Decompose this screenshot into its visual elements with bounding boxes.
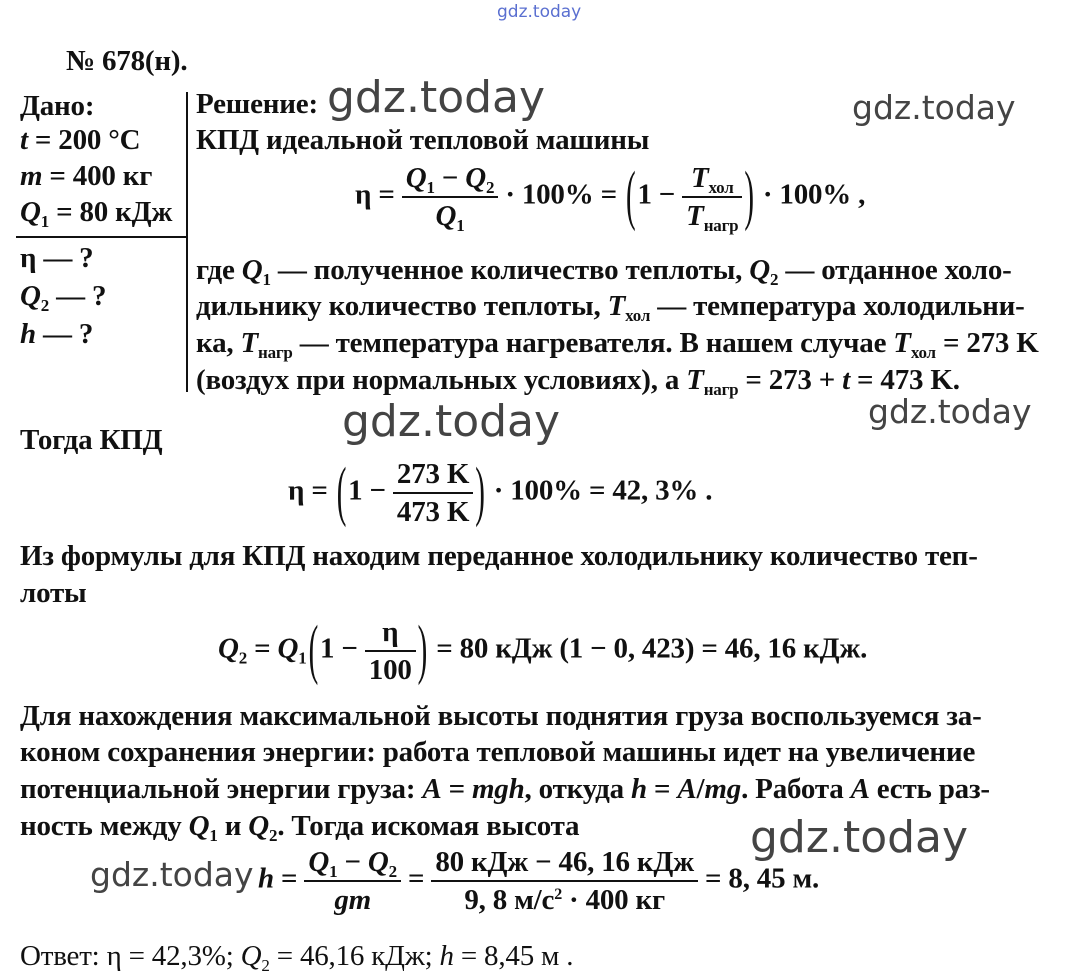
text-line: потенциальной энергии груза: A = mgh, откуда h = A/mg. Работа A есть раз- [20,773,990,805]
text-line: коном сохранения энергии: работа тепловой машины идет на увеличение [20,736,976,768]
solution-title: Решение: [196,88,318,120]
watermark: gdz.today [327,72,546,123]
find-item: h — ? [20,318,94,350]
text-line: где $Q_1$ — полученное количество теплоты, $Q_2$ — отданное холо- [196,254,1012,289]
formula-eta: η = $\frac{Q_1 - Q_2}{Q_1}$ · 100% = (1 − $\frac{T_{хол}}{T_{нагр}}$ ) · 100% , [355,159,866,235]
text-line: Из формулы для КПД находим переданное холодильнику количество теп- [20,540,978,572]
text-line: (воздух при нормальных условиях), а $T_{нагр} = 273 + t = 473$ K. [196,364,960,399]
find-item: η — ? [20,242,94,274]
given-item: $Q_1 = 80$ кДж [20,196,173,231]
formula-q2: $Q_2 = Q_1(1$ − $\frac{\eta}{100}$ ) = 80 кДж (1 − 0, 423) = 46, 16 кДж. [218,613,868,687]
given-divider [16,236,188,238]
problem-number: № 678(н). [66,45,188,77]
watermark: gdz.today [750,812,969,863]
answer: Ответ: η = 42,3%; $Q_2 = 46,16$ кДж; h = 8,45 м . [20,940,574,975]
text-line: Тогда КПД [20,424,163,456]
find-item: $Q_2$ — ? [20,280,107,315]
watermark-top: gdz.today [497,2,582,22]
text-line: КПД идеальной тепловой машины [196,124,650,156]
formula-eta-numeric: η = (1 − $\frac{273 K}{473 K}$ ) · 100% = 42, 3% . [288,455,713,529]
given-item: t = 200 °C [20,124,141,156]
watermark: gdz.today [868,392,1032,431]
watermark: gdz.today [342,396,561,447]
text-line: Для нахождения максимальной высоты поднятия груза воспользуемся за- [20,700,982,732]
text-line: лоты [20,577,87,609]
watermark: gdz.today [852,88,1016,127]
given-title: Дано: [20,90,95,122]
given-item: m = 400 кг [20,160,153,192]
text-line: ка, $T_{нагр}$ — температура нагревателя. В нашем случае $T_{хол} = 273$ K [196,327,1039,362]
text-line: ность между $Q_1$ и $Q_2$. Тогда искомая высота [20,810,580,845]
formula-h: h = $\frac{Q_1 - Q_2}{gm}$ = $\frac{\text{80 кДж − 46, 16 кДж}}{9, 8 м/с^2 \cdot 400 кг}$ = 8, 45 м. [258,846,820,916]
text-line: дильнику количество теплоты, $T_{хол}$ — температура холодильни- [196,290,1025,325]
given-vertical-divider [186,92,188,392]
watermark: gdz.today [90,855,254,894]
